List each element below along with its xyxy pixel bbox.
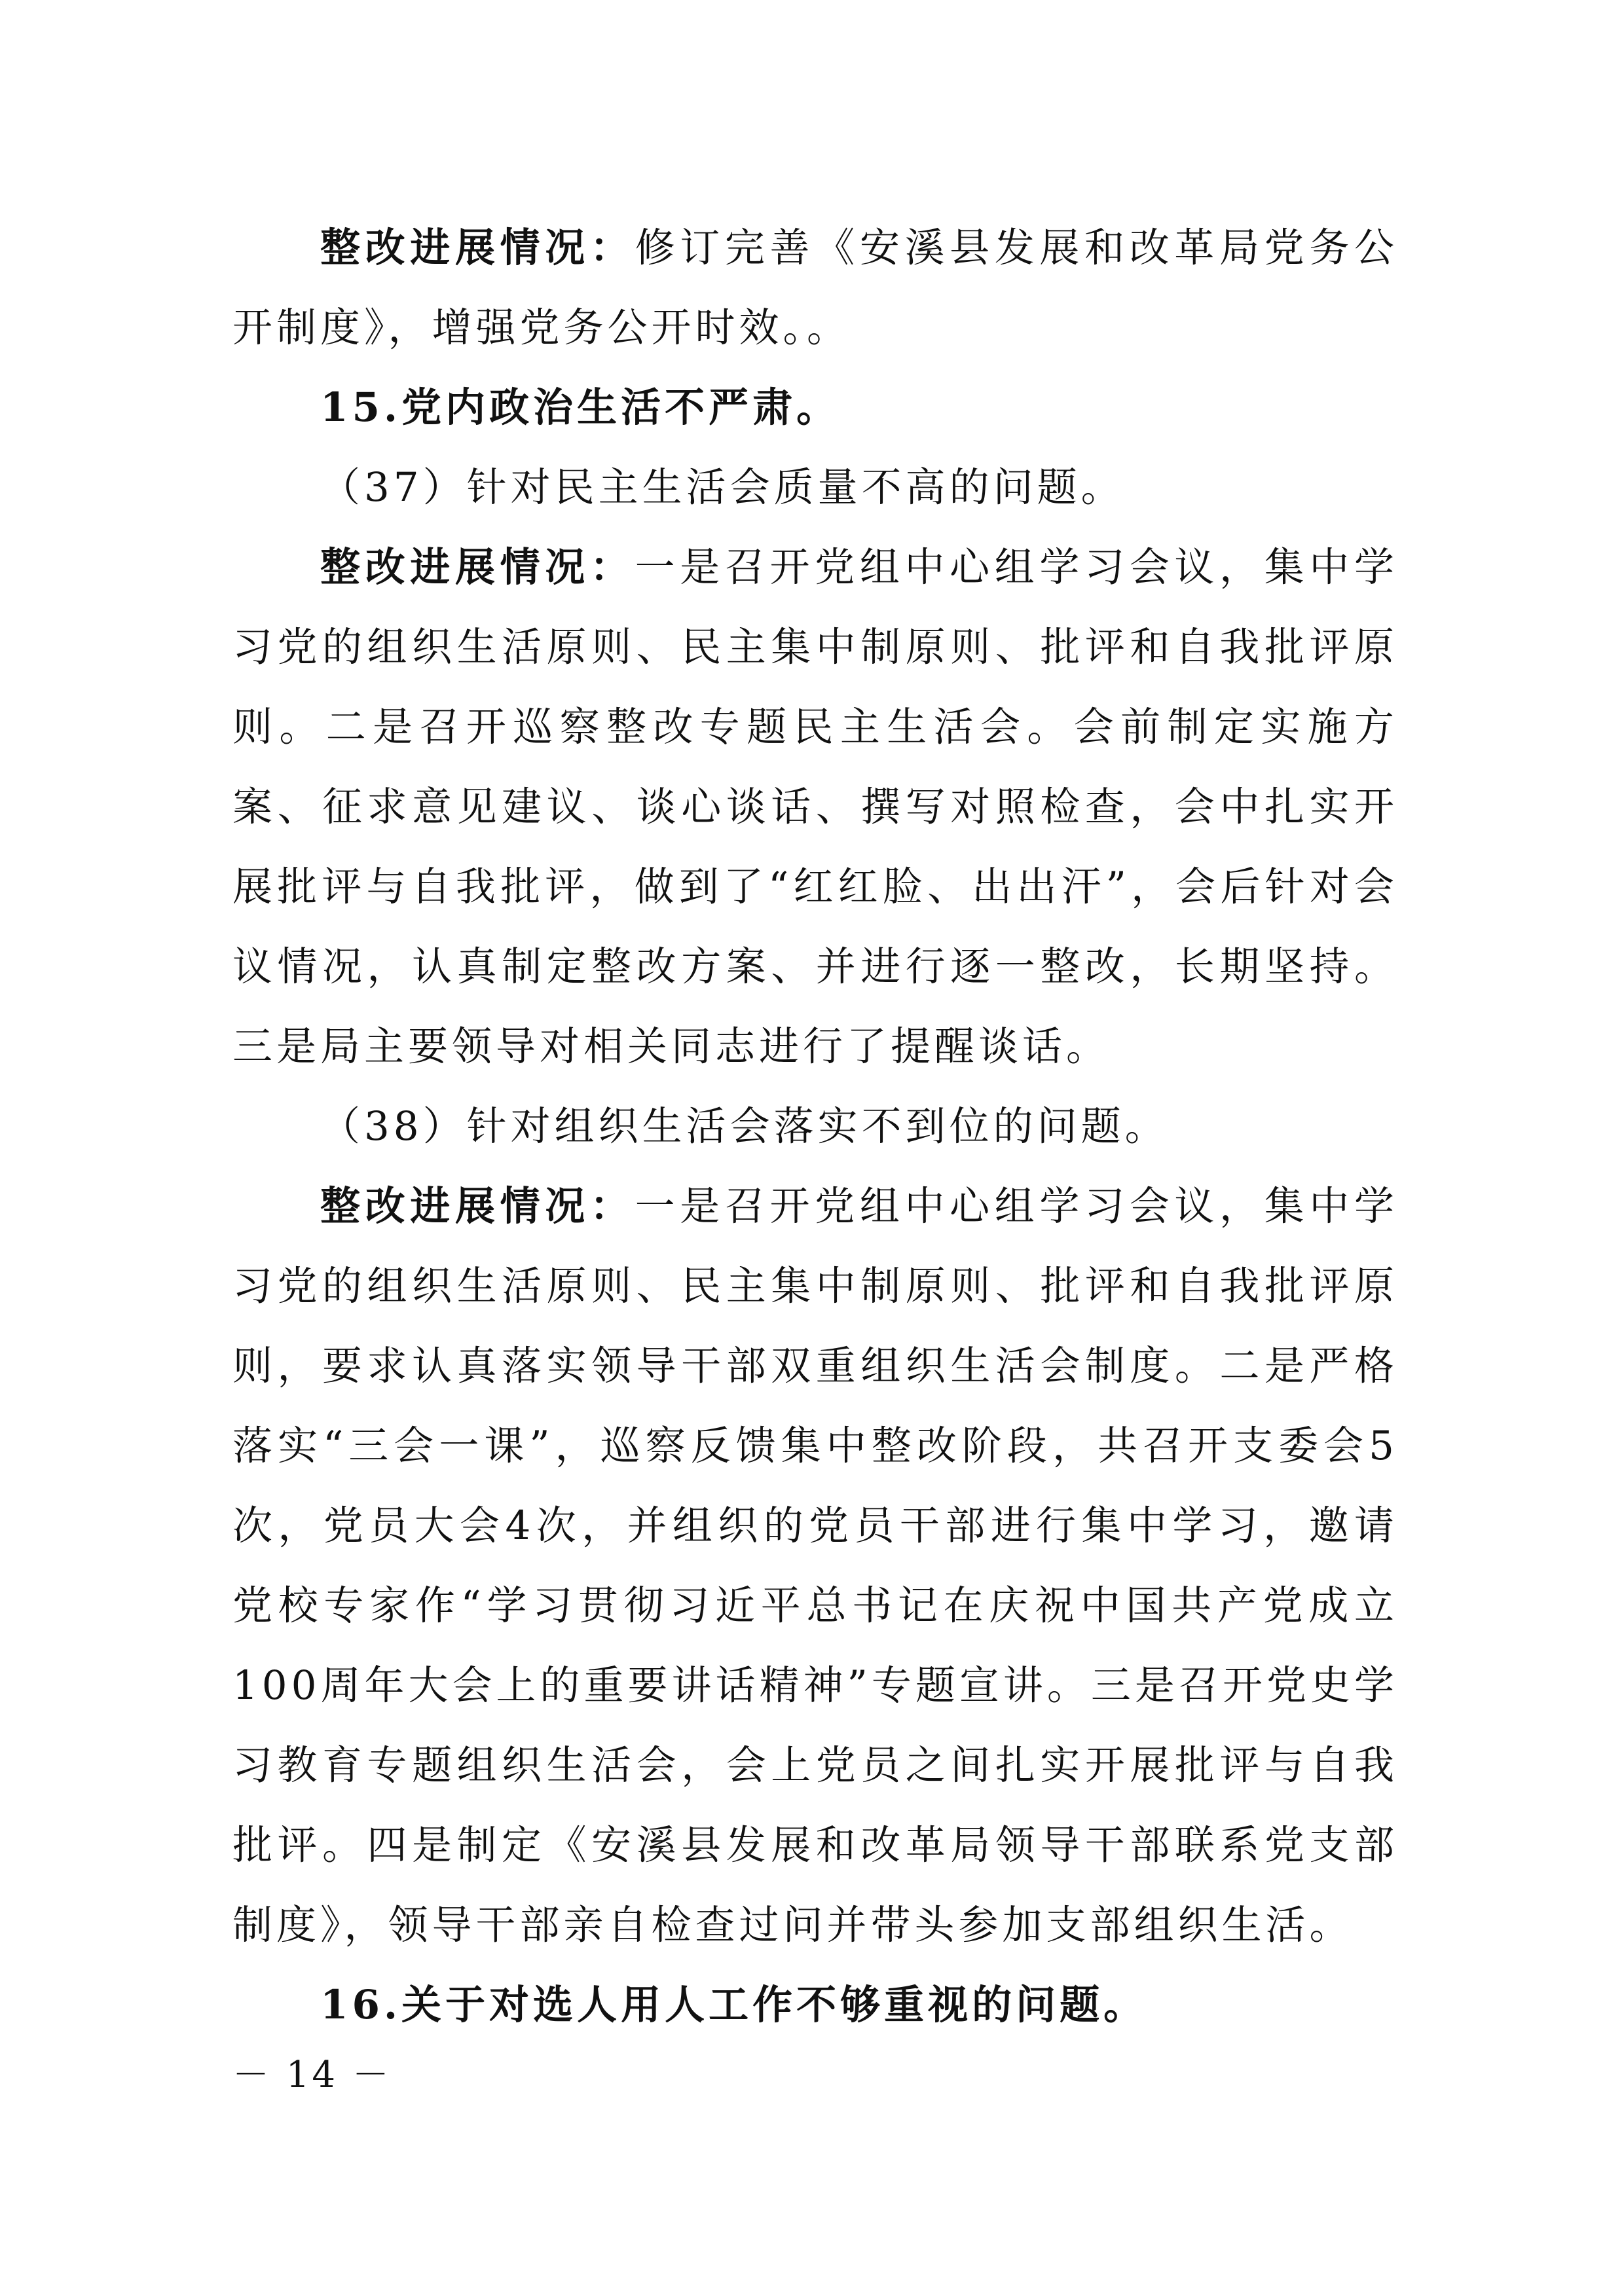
page-number: － 14 －: [232, 2054, 392, 2096]
progress-label: 整改进展情况：: [320, 225, 635, 271]
paragraph-progress-38: [232, 1167, 1398, 1965]
item-heading-38: （38）针对组织生活会落实不到位的问题。: [320, 1103, 1169, 1150]
item-heading-37: （37）针对民主生活会质量不高的问题。: [320, 464, 1125, 511]
progress-text: 修订完善《安溪县发展和改革局党务公开制度》，增强党务公开时效。。: [232, 225, 1398, 351]
progress-text: 一是召开党组中心组学习会议，集中学习党的组织生活原则、民主集中制原则、批评和自我批评原则。二是召开巡察整改专题民主生活会。会前制定实施方案、征求意见建议、谈心谈话、撰写对照检查，会中扎实开展批评与自我批评，做到了“红红脸、出出汗”，会后针对会议情况，认真制定整改方案、并进行逐一整改，长期坚持。三是局主要领导对相关同志进行了提醒谈话。: [232, 544, 1398, 1070]
progress-label: 整改进展情况：: [320, 544, 635, 591]
progress-label: 整改进展情况：: [320, 1183, 635, 1230]
paragraph-progress-1: [232, 208, 1398, 368]
section-heading-16: 16.关于对选人用人工作不够重视的问题。: [320, 1982, 1148, 2028]
progress-text: 一是召开党组中心组学习会议，集中学习党的组织生活原则、民主集中制原则、批评和自我批评原则，要求认真落实领导干部双重组织生活会制度。二是严格落实“三会一课”，巡察反馈集中整改阶段，共召开支委会5次，党员大会4次，并组织的党员干部进行集中学习，邀请党校专家作“学习贯彻习近平总书记在庆祝中国共产党成立100周年大会上的重要讲话精神”专题宣讲。三是召开党史学习教育专题组织生活会，会上党员之间扎实开展批评与自我批评。四是制定《安溪县发展和改革局领导干部联系党支部制度》，领导干部亲自检查过问并带头参加支部组织生活。: [232, 1183, 1398, 1948]
document-body: [232, 208, 1398, 2045]
section-heading-15: 15.党内政治生活不严肃。: [320, 384, 841, 431]
paragraph-progress-37: [232, 528, 1398, 1087]
